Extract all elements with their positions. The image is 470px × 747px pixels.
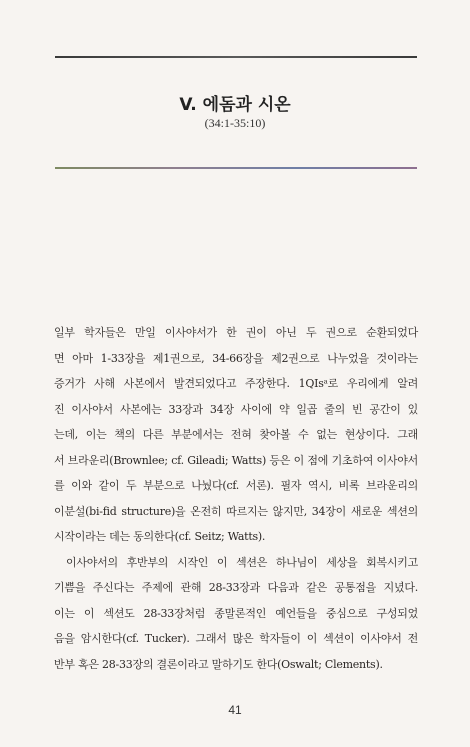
top-rule (55, 56, 417, 58)
text-line: 를 이와 같이 두 부분으로 나눴다(cf. 서론). 필자 역시, 비록 브라운리의 (54, 479, 418, 492)
text-line: 진 이사야서 사본에는 33장과 34장 사이에 약 일곱 줄의 빈 공간이 있 (54, 402, 418, 416)
page-number: 41 (228, 703, 242, 717)
text-line: 이분설(bi-fid structure)을 온전히 따르지는 않지만, 34장이 새로운 섹션의 (54, 504, 418, 518)
chapter-title: V. 에돔과 시온 (179, 95, 291, 115)
text-line: 반부 혹은 28-33장의 결론이라고 말하기도 한다(Oswalt; Clements). (54, 657, 383, 671)
text-line: 이는 이 섹션도 28-33장처럼 종말론적인 예언들을 중심으로 구성되었 (54, 606, 418, 620)
body-text (54, 320, 418, 677)
text-line: 증거가 사해 사본에서 발견되었다고 주장한다. 1QIsᵃ로 우리에게 알려 (54, 377, 418, 390)
text-line: 음을 암시한다(cf. Tucker). 그래서 많은 학자들이 이 섹션이 이사야서 전 (54, 632, 418, 645)
text-line: 는데, 이는 책의 다른 부분에서는 전혀 찾아볼 수 없는 현상이다. 그래 (54, 428, 418, 441)
chapter-scripture-range: (34:1-35:10) (204, 116, 266, 130)
text-line: 기쁨을 주신다는 주제에 관해 28-33장과 다음과 같은 공통점을 지녔다. (54, 581, 418, 594)
paragraph-1 (54, 320, 418, 550)
bottom-rule (55, 167, 417, 169)
paragraph-2 (54, 550, 418, 678)
text-line: 이사야서의 후반부의 시작인 이 섹션은 하나님이 세상을 회복시키고 (66, 555, 418, 569)
text-line: 서 브라운리(Brownlee; cf. Gileadi; Watts) 등은 이 점에 기초하여 이사야서 (54, 453, 418, 467)
text-line: 일부 학자들은 만일 이사야서가 한 권이 아닌 두 권으로 순환되었다 (54, 326, 418, 339)
text-line: 시작이라는 데는 동의한다(cf. Seitz; Watts). (54, 530, 266, 543)
text-line: 면 아마 1-33장을 제1권으로, 34-66장을 제2권으로 나누었을 것이라는 (54, 351, 418, 365)
